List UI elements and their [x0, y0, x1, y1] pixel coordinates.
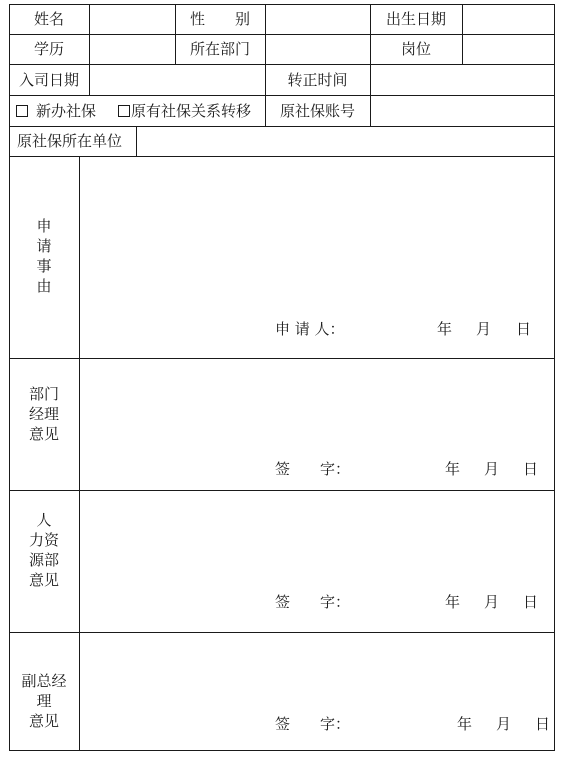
dept-day: 日	[523, 460, 539, 478]
applicant-signature-label: 申 请 人：	[275, 320, 345, 338]
hr-opinion-label: 人 力资 源部 意见	[28, 511, 59, 589]
birth-date-label: 出生日期	[385, 10, 446, 28]
transfer-insurance-label: 原有社保关系转移	[131, 102, 252, 120]
dept-signature-label: 签 字：	[275, 460, 351, 478]
dept-month: 月	[484, 460, 500, 478]
hr-day: 日	[523, 593, 539, 611]
social-insurance-form	[9, 4, 555, 751]
row-line-5	[9, 156, 555, 157]
col-line-r12-a	[89, 4, 90, 64]
hr-month: 月	[484, 593, 500, 611]
vp-year: 年	[457, 715, 473, 733]
new-insurance-checkbox[interactable]	[16, 105, 28, 117]
col-line-r3-c	[370, 64, 371, 95]
row-line-2	[9, 64, 555, 65]
old-unit-label: 原社保所在单位	[17, 132, 123, 150]
col-line-r5-a	[136, 126, 137, 156]
new-insurance-option[interactable]	[16, 102, 96, 120]
name-label: 姓名	[33, 10, 64, 28]
apply-year: 年	[437, 320, 453, 338]
row-line-8	[9, 632, 555, 633]
dept-year: 年	[445, 460, 461, 478]
row-line-7	[9, 490, 555, 491]
col-line-r3-a	[89, 64, 90, 95]
row-line-1	[9, 34, 555, 35]
vp-signature-label: 签 字：	[275, 715, 351, 733]
vp-day: 日	[535, 715, 551, 733]
department-label: 所在部门	[189, 40, 250, 58]
border-left	[9, 4, 10, 751]
old-account-label: 原社保账号	[279, 102, 355, 120]
vp-opinion-label: 副总经 理 意见	[21, 672, 67, 730]
gender-label: 性 别	[189, 10, 250, 28]
col-line-r12-e	[462, 4, 463, 64]
row-line-6	[9, 358, 555, 359]
apply-reason-label: 申 请 事 由	[36, 217, 52, 295]
regularization-date-label: 转正时间	[287, 71, 348, 89]
border-bottom	[9, 750, 555, 751]
col-line-r4-b	[370, 95, 371, 126]
hr-signature-label: 签 字：	[275, 593, 351, 611]
vp-month: 月	[496, 715, 512, 733]
border-top	[9, 4, 555, 5]
transfer-insurance-option[interactable]	[118, 102, 251, 120]
hr-year: 年	[445, 593, 461, 611]
transfer-insurance-checkbox[interactable]	[118, 105, 130, 117]
new-insurance-label: 新办社保	[36, 102, 97, 120]
post-label: 岗位	[400, 40, 431, 58]
education-label: 学历	[33, 40, 64, 58]
apply-day: 日	[516, 320, 532, 338]
row-line-4	[9, 126, 555, 127]
join-date-label: 入司日期	[18, 71, 79, 89]
dept-manager-opinion-label: 部门 经理 意见	[28, 385, 59, 443]
row-line-3	[9, 95, 555, 96]
col-line-opinion	[79, 156, 80, 750]
border-right	[554, 4, 555, 751]
apply-month: 月	[476, 320, 492, 338]
col-line-r12-c	[265, 4, 266, 64]
